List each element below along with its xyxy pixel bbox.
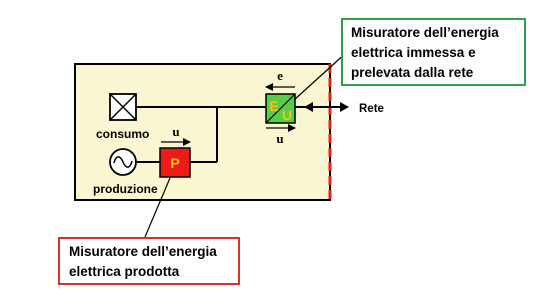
load-x-box-icon [110, 94, 136, 120]
production-meter-letter: P [170, 155, 180, 171]
load-label: consumo [96, 127, 150, 141]
production-callout-line-2: elettrica prodotta [69, 264, 180, 279]
exchange-callout-line-1: Misuratore dell’energia [351, 25, 499, 40]
generator-label: produzione [93, 182, 158, 196]
grid-label: Rete [359, 103, 384, 115]
import-flow-label: e [277, 68, 283, 83]
production-flow-label: u [172, 124, 180, 139]
production-callout-line-1: Misuratore dell’energia [69, 244, 217, 259]
exchange-meter-letter-e: E [269, 98, 279, 114]
production-meter-callout [58, 237, 240, 285]
exchange-callout-line-3: prelevata dalla rete [351, 65, 474, 80]
export-flow-label: u [276, 131, 284, 146]
ac-generator-icon [110, 149, 136, 175]
exchange-meter-letter-u: U [281, 107, 293, 123]
exchange-meter-callout [341, 18, 526, 86]
exchange-callout-line-2: elettrica immessa e [351, 45, 476, 60]
